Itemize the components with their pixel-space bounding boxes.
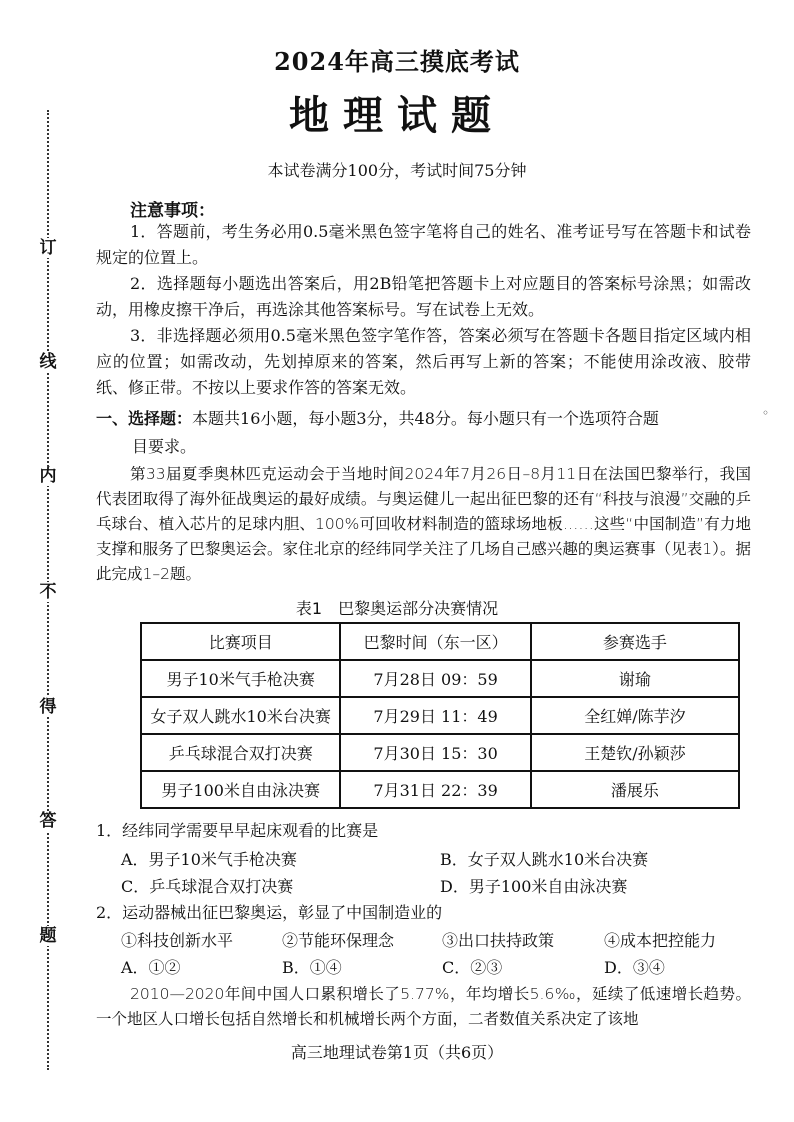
results-table [140, 622, 740, 809]
q2-option-d: D．③④ [604, 958, 665, 977]
q2-statement-3: ③出口扶持政策 [442, 931, 555, 950]
cell-time: 7月30日 15：30 [340, 734, 530, 771]
page-footer: 高三地理试卷第1页（共6页） [290, 1043, 504, 1062]
q1-option-c: C．乒乓球混合双打决赛 [121, 877, 294, 896]
margin-char: 不 [39, 582, 57, 602]
notice-item: 2．选择题每小题选出答案后，用2B铅笔把答题卡上对应题目的答案标号涂黑；如需改动，用橡皮擦干净后，再选涂其他答案标号。写在试卷上无效。 [96, 274, 751, 319]
section-heading [96, 405, 751, 461]
q1-option-b: B．女子双人跳水10米台决赛 [440, 850, 649, 869]
cell-event: 女子双人跳水10米台决赛 [141, 697, 340, 734]
q2-option-b: B．①④ [282, 958, 342, 977]
cell-time: 7月31日 22：39 [340, 771, 530, 808]
passage-olympics: 第33届夏季奥林匹克运动会于当地时间2024年7月26日–8月11日在法国巴黎举行，我国代表团取得了海外征战奥运的最好成绩。与奥运健儿一起出征巴黎的还有“科技与浪漫”交融的乒乓球台、植入芯片的足球内胆、100%可回收材料制造的篮球场地板……这些“中国制造”有力地支撑和服务了巴黎奥运会。家住北京的经纬同学关注了几场自己感兴趣的奥运赛事（见表1）。据此完成1–2题。 [96, 465, 751, 583]
table-caption: 表1 巴黎奥运部分决赛情况 [295, 599, 499, 618]
table-row [141, 660, 739, 697]
scan-speck: ◦ [762, 406, 770, 420]
table-row [141, 697, 739, 734]
exam-title: 2024年高三摸底考试 [274, 47, 520, 76]
table-header-row [141, 623, 739, 660]
column-header: 比赛项目 [141, 623, 340, 660]
q2-statement-1: ①科技创新水平 [121, 931, 234, 950]
q2-option-a: A．①② [121, 958, 181, 977]
passage-population: 2010—2020年间中国人口累积增长了5.77%，年均增长5.6‰，延续了低速增长趋势。一个地区人口增长包括自然增长和机械增长两个方面，二者数值关系决定了该地 [96, 985, 751, 1028]
q1-option-a: A．男子10米气手枪决赛 [121, 850, 297, 869]
margin-char: 得 [39, 697, 57, 717]
column-header: 参赛选手 [531, 623, 739, 660]
cell-athlete: 谢瑜 [531, 660, 739, 697]
cell-time: 7月28日 09：59 [340, 660, 530, 697]
cell-athlete: 王楚钦/孙颖莎 [531, 734, 739, 771]
cell-event: 男子10米气手枪决赛 [141, 660, 340, 697]
q1-option-d: D．男子100米自由泳决赛 [440, 877, 628, 896]
q2-option-c: C．②③ [442, 958, 503, 977]
section-text: 本题共16小题，每小题3分，共48分。每小题只有一个选项符合题 [192, 409, 659, 428]
table-row [141, 734, 739, 771]
subject-title: 地理试题 [289, 93, 505, 139]
section-text-cont: 目要求。 [132, 437, 197, 456]
cell-athlete: 全红婵/陈芋汐 [531, 697, 739, 734]
q2-statement-2: ②节能环保理念 [282, 931, 395, 950]
margin-char: 题 [39, 926, 57, 946]
notice-item: 3．非选择题必须用0.5毫米黑色签字笔作答，答案必须写在答题卡各题目指定区域内相应的位置；如需改动，先划掉原来的答案，然后再写上新的答案；不能使用涂改液、胶带纸、修正带。不按以上要求作答的答案无效。 [96, 326, 751, 397]
margin-char: 答 [39, 811, 57, 831]
table-row [141, 771, 739, 808]
cell-event: 乒乓球混合双打决赛 [141, 734, 340, 771]
notice-item: 1．答题前，考生务必用0.5毫米黑色签字笔将自己的姓名、准考证号写在答题卡和试卷规定的位置上。 [96, 222, 751, 267]
q2-statement-4: ④成本把控能力 [604, 931, 717, 950]
margin-char: 订 [39, 238, 57, 258]
cell-athlete: 潘展乐 [531, 771, 739, 808]
section-label: 一、选择题： [96, 409, 193, 428]
exam-meta: 本试卷满分100分，考试时间75分钟 [267, 161, 527, 180]
notice-heading: 注意事项： [130, 201, 215, 221]
question-1-stem: 1．经纬同学需要早早起床观看的比赛是 [96, 821, 379, 840]
cell-time: 7月29日 11：49 [340, 697, 530, 734]
margin-char: 内 [39, 466, 57, 486]
column-header: 巴黎时间（东一区） [340, 623, 530, 660]
cell-event: 男子100米自由泳决赛 [141, 771, 340, 808]
question-2-stem: 2．运动器械出征巴黎奥运，彰显了中国制造业的 [96, 903, 443, 922]
margin-char: 线 [39, 352, 57, 372]
